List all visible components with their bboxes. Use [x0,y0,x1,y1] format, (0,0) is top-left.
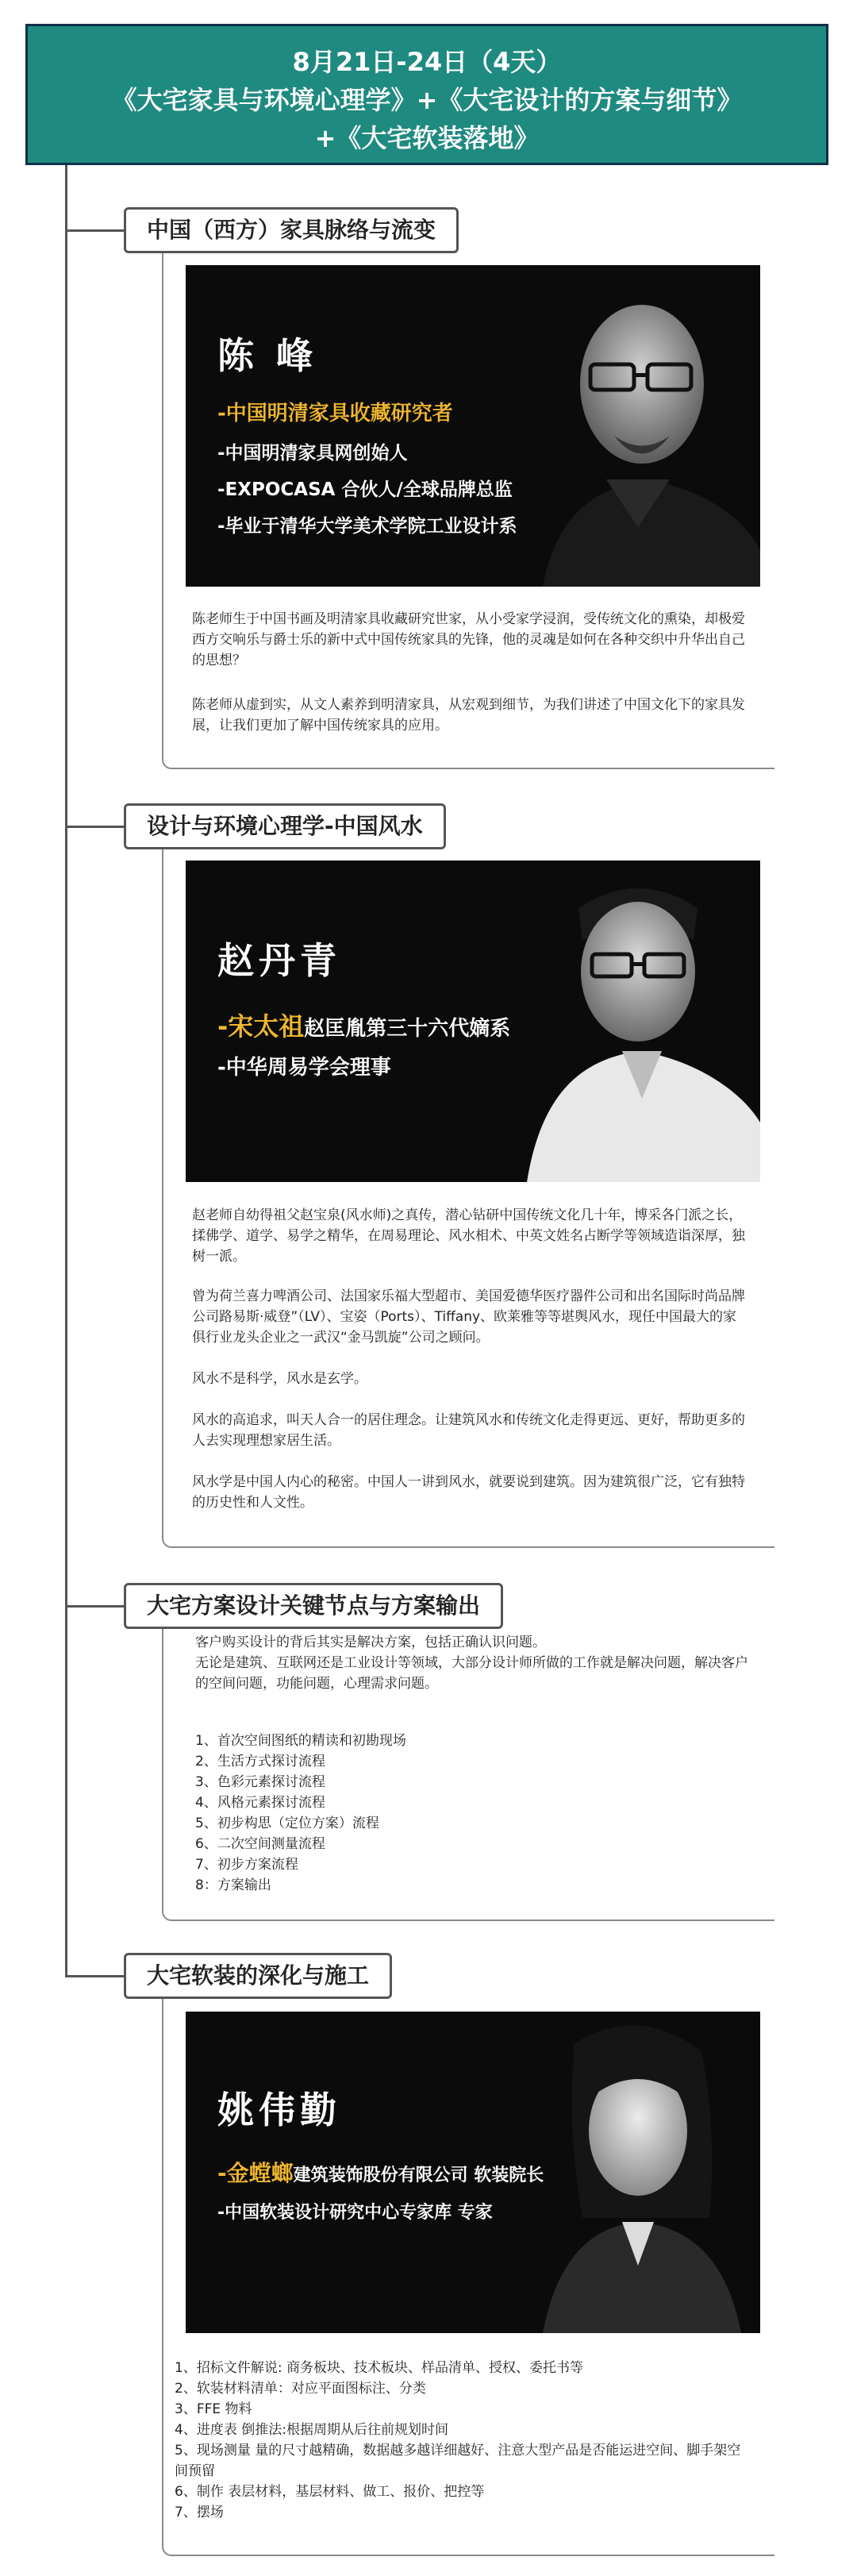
branch-line [65,1605,124,1608]
list-item: 6、制作 表层材料，基层材料、做工、报价、把控等 [175,2484,485,2500]
speaker-card-zhao-danqing [186,861,760,1182]
speaker-portrait-image [503,861,760,1182]
speaker-title: -中国明清家具网创始人 [217,443,408,464]
speaker-name: 姚伟勤 [217,2089,341,2131]
list-item: 2、软装材料清单：对应平面图标注、分类 [175,2381,426,2397]
section-soft-decoration-content [162,1999,774,2556]
bio-paragraph: 陈老师从虚到实，从文人素养到明清家具，从宏观到细节，为我们讲述了中国文化下的家具发展，让我们更加了解中国传统家具的应用。 [192,697,745,734]
bio-paragraph: 风水的高追求，叫天人合一的居住理念。让建筑风水和传统文化走得更远、更好，帮助更多的人去实现理想家居生活。 [192,1412,745,1449]
speaker-title-primary: -中国明清家具收藏研究者 [217,402,453,425]
speaker-card-yao-weiqin [186,2012,760,2333]
branch-line [65,1975,124,1977]
branch-line [65,229,124,232]
bio-paragraph: 赵老师自幼得祖父赵宝泉(风水师)之真传，潜心钻研中国传统文化几十年，博采各门派之长，揉佛学、道学、易学之精华，在周易理论、风水相术、中英文姓名占断学等领域造诣深厚，独树一派。 [192,1207,745,1265]
topic-furniture-history: 中国（西方）家具脉络与流变 [124,207,459,253]
speaker-portrait-image [511,265,760,587]
speaker-title: -中国软装设计研究中心专家库 专家 [217,2203,493,2223]
branch-line [65,826,124,828]
speaker-company-highlight: -金螳螂 [217,2160,294,2186]
section-fengshui-content [162,849,774,1548]
list-item: 7、初步方案流程 [195,1857,298,1873]
list-item: 1、招标文件解说: 商务板块、技术板块、样品清单、授权、委托书等 [175,2360,583,2376]
bio-paragraph: 陈老师生于中国书画及明清家具收藏研究世家，从小受家学浸润，受传统文化的熏染，却极爱西方交响乐与爵士乐的新中式中国传统家具的先锋，他的灵魂是如何在各种交织中升华出自己的思想？ [192,611,745,668]
list-item: 7、摆场 [175,2505,224,2520]
speaker-portrait-image [511,2012,760,2333]
list-item: 1、首次空间图纸的精读和初勘现场 [195,1733,406,1749]
section-scheme-content [162,1629,774,1921]
speaker-card-chen-feng [186,265,760,587]
bio-paragraph: 风水学是中国人内心的秘密。中国人一讲到风水，就要说到建筑。因为建筑很广泛，它有独特的历史性和人文性。 [192,1474,745,1511]
intro-paragraph: 无论是建筑、互联网还是工业设计等领域，大部分设计师所做的工作就是解决问题，解决客户的空间问题，功能问题，心理需求问题。 [195,1655,748,1692]
list-item: 4、风格元素探讨流程 [195,1795,325,1811]
construction-list [175,2358,754,2523]
list-item: 2、生活方式探讨流程 [195,1754,325,1769]
speaker-lineage-text: 赵匡胤第三十六代嫡系 [304,1017,511,1041]
speaker-company-text: 建筑装饰股份有限公司 软装院长 [293,2166,544,2185]
topic-soft-decoration: 大宅软装的深化与施工 [124,1953,392,1999]
list-item: 8：方案输出 [195,1877,271,1893]
topic-fengshui: 设计与环境心理学-中国风水 [124,803,446,849]
header-course-extra: +《大宅软装落地》 [314,123,540,153]
speaker-lineage-highlight: -宋太祖 [217,1011,305,1042]
speaker-title: -毕业于清华大学美术学院工业设计系 [217,516,517,537]
list-item: 5、现场测量 量的尺寸越精确，数据越多越详细越好、注意大型产品是否能运进空间、脚手架空间预留 [175,2443,741,2479]
speaker-company [217,2156,544,2188]
bio-paragraph: 风水不是科学，风水是玄学。 [192,1371,367,1387]
bio-paragraph: 曾为荷兰喜力啤酒公司、法国家乐福大型超市、美国爱德华医疗器件公司和出名国际时尚品牌公司路易斯·威登”（LV）、宝姿（Ports）、Tiffany、欧莱雅等等堪舆风水，现任中国最大的家俱行业龙头企业之一武汉“金马凯旋”公司之顾问。 [192,1288,745,1346]
intro-paragraph: 客户购买设计的背后其实是解决方案，包括正确认识问题。 [195,1635,546,1650]
speaker-lineage [217,1007,510,1043]
topic-scheme-design: 大宅方案设计关键节点与方案输出 [124,1583,503,1629]
speaker-name: 赵丹青 [217,939,341,982]
header-courses: 《大宅家具与环境心理学》+《大宅设计的方案与细节》 [111,85,743,115]
list-item: 5、初步构思（定位方案）流程 [195,1816,379,1831]
process-list [195,1731,759,1896]
header-banner [25,24,828,165]
list-item: 3、色彩元素探讨流程 [195,1774,325,1790]
speaker-title: -中华周易学会理事 [217,1056,391,1080]
list-item: 6、二次空间测量流程 [195,1836,325,1852]
list-item: 3、FFE 物料 [175,2401,252,2417]
section-furniture-content [162,253,774,769]
mindmap-trunk-line [65,165,67,1977]
header-dates: 8月21日-24日（4天） [292,47,562,77]
speaker-title: -EXPOCASA 合伙人/全球品牌总监 [217,479,513,500]
speaker-name: 陈 峰 [217,334,318,377]
list-item: 4、进度表 倒推法:根据周期从后往前规划时间 [175,2422,448,2438]
